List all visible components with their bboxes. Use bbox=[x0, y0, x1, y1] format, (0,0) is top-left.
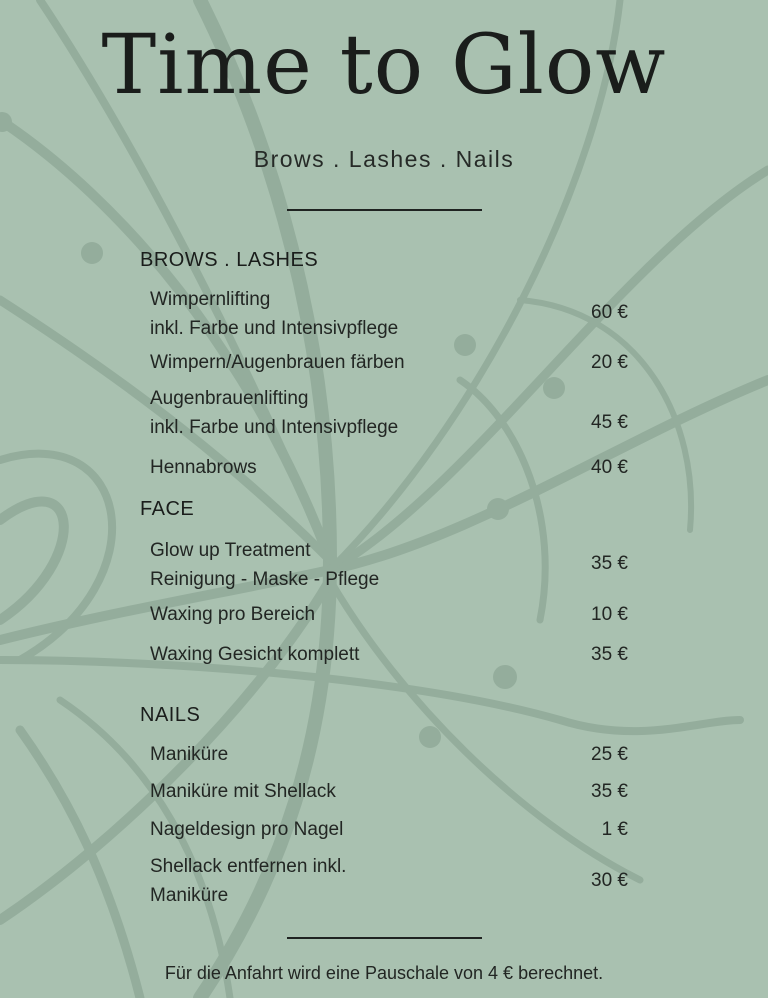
service-name: Augenbrauenlifting bbox=[150, 388, 309, 409]
service-name: Maniküre bbox=[150, 744, 229, 765]
service-price: 40 € bbox=[591, 457, 628, 478]
service-item-wimpernlifting bbox=[150, 285, 398, 343]
service-name: Nageldesign pro Nagel bbox=[150, 819, 344, 840]
service-price: 35 € bbox=[591, 781, 628, 802]
service-price: 45 € bbox=[591, 412, 628, 433]
travel-fee-note: Für die Anfahrt wird eine Pauschale von 4 € berechnet. bbox=[164, 963, 604, 983]
page-title: Time to Glow bbox=[101, 18, 667, 113]
section-heading-nails: NAILS bbox=[140, 704, 201, 726]
service-price: 10 € bbox=[591, 604, 628, 625]
service-name: Maniküre mit Shellack bbox=[150, 781, 336, 802]
service-price: 1 € bbox=[601, 819, 628, 840]
service-detail: Reinigung - Maske - Pflege bbox=[150, 569, 380, 590]
bottom-divider bbox=[287, 937, 482, 939]
service-item-waxing-gesicht-komplett bbox=[150, 640, 359, 669]
service-price: 35 € bbox=[591, 644, 628, 665]
service-name: Waxing pro Bereich bbox=[150, 604, 316, 625]
service-price: 25 € bbox=[591, 744, 628, 765]
service-name: Wimpernlifting bbox=[150, 289, 271, 310]
page-subtitle: Brows . Lashes . Nails bbox=[253, 146, 515, 172]
section-heading-brows-lashes: BROWS . LASHES bbox=[140, 249, 319, 271]
service-item-waxing-pro-bereich bbox=[150, 600, 315, 629]
service-item-hennabrows bbox=[150, 453, 257, 482]
service-item-shellack-entfernen bbox=[150, 852, 346, 910]
service-name: Shellack entfernen inkl. bbox=[150, 856, 347, 877]
service-name: Glow up Treatment bbox=[150, 540, 311, 561]
service-price: 20 € bbox=[591, 352, 628, 373]
service-item-glow-up-treatment bbox=[150, 536, 379, 594]
service-item-manikuere-mit-shellack bbox=[150, 777, 336, 806]
service-item-nageldesign-pro-nagel bbox=[150, 815, 343, 844]
service-item-wimpern-augenbrauen-faerben bbox=[150, 348, 405, 377]
service-price: 30 € bbox=[591, 870, 628, 891]
service-price: 35 € bbox=[591, 553, 628, 574]
service-name: Waxing Gesicht komplett bbox=[150, 644, 360, 665]
section-heading-face: FACE bbox=[140, 498, 195, 520]
top-divider bbox=[287, 209, 482, 211]
service-detail: Maniküre bbox=[150, 885, 229, 906]
service-detail: inkl. Farbe und Intensivpflege bbox=[150, 417, 399, 438]
service-item-augenbrauenlifting bbox=[150, 384, 398, 442]
service-name: Hennabrows bbox=[150, 457, 257, 478]
service-name: Wimpern/Augenbrauen färben bbox=[150, 352, 405, 373]
service-detail: inkl. Farbe und Intensivpflege bbox=[150, 318, 399, 339]
service-item-manikuere bbox=[150, 740, 228, 769]
service-price: 60 € bbox=[591, 302, 628, 323]
